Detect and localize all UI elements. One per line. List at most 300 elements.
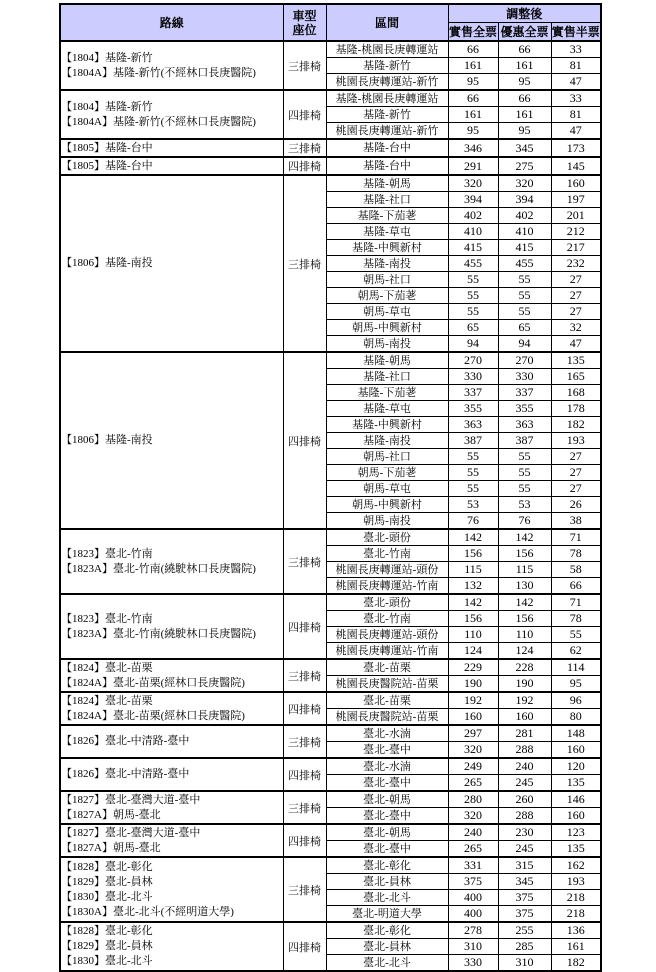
fare-discount-cell: 315 <box>498 857 551 874</box>
fare-discount-cell: 387 <box>498 433 551 449</box>
fare-discount-cell: 66 <box>498 41 551 58</box>
fare-full-cell: 320 <box>448 175 498 192</box>
fare-full-cell: 66 <box>448 90 498 107</box>
fare-half-cell: 212 <box>551 224 601 240</box>
header-seat-type <box>283 4 326 41</box>
fare-half-cell: 120 <box>551 758 601 775</box>
fare-full-cell: 337 <box>448 385 498 401</box>
fare-table-header <box>60 4 601 41</box>
fare-discount-cell: 95 <box>498 74 551 91</box>
section-cell: 臺北-頭份 <box>326 594 448 611</box>
section-cell: 桃園長庚轉運站-新竹 <box>326 74 448 91</box>
fare-discount-cell: 110 <box>498 627 551 643</box>
fare-discount-cell: 402 <box>498 208 551 224</box>
section-cell: 基隆-桃園長庚轉運站 <box>326 41 448 58</box>
fare-full-cell: 115 <box>448 562 498 578</box>
section-cell: 基隆-下茄荖 <box>326 385 448 401</box>
fare-full-cell: 55 <box>448 449 498 465</box>
seat-type-cell: 三排椅 <box>283 857 326 922</box>
fare-half-cell: 160 <box>551 808 601 825</box>
seat-type-cell: 四排椅 <box>283 922 326 971</box>
fare-discount-cell: 160 <box>498 709 551 726</box>
fare-discount-cell: 95 <box>498 123 551 140</box>
section-cell: 朝馬-社口 <box>326 449 448 465</box>
route-line: 【1827A】朝馬-臺北 <box>61 808 161 821</box>
fare-full-cell: 280 <box>448 791 498 808</box>
fare-discount-cell: 240 <box>498 758 551 775</box>
fare-row <box>60 41 601 58</box>
fare-discount-cell: 94 <box>498 336 551 353</box>
fare-half-cell: 71 <box>551 594 601 611</box>
fare-half-cell: 182 <box>551 955 601 972</box>
section-cell: 臺北-苗栗 <box>326 692 448 709</box>
fare-row <box>60 139 601 157</box>
fare-row <box>60 725 601 742</box>
fare-half-cell: 81 <box>551 107 601 123</box>
fare-full-cell: 355 <box>448 401 498 417</box>
fare-full-cell: 229 <box>448 659 498 676</box>
fare-discount-cell: 255 <box>498 922 551 939</box>
section-cell: 朝馬-南投 <box>326 513 448 530</box>
fare-discount-cell: 142 <box>498 594 551 611</box>
fare-half-cell: 95 <box>551 676 601 693</box>
section-cell: 臺北-臺中 <box>326 742 448 759</box>
fare-full-cell: 310 <box>448 939 498 955</box>
fare-full-cell: 278 <box>448 922 498 939</box>
fare-discount-cell: 76 <box>498 513 551 530</box>
fare-full-cell: 161 <box>448 107 498 123</box>
fare-half-cell: 27 <box>551 449 601 465</box>
fare-discount-cell: 285 <box>498 939 551 955</box>
route-line: 【1806】基隆-南投 <box>61 434 153 446</box>
fare-full-cell: 331 <box>448 857 498 874</box>
fare-full-cell: 375 <box>448 874 498 890</box>
section-cell: 基隆-草屯 <box>326 224 448 240</box>
section-cell: 基隆-社口 <box>326 369 448 385</box>
fare-half-cell: 55 <box>551 627 601 643</box>
fare-half-cell: 38 <box>551 513 601 530</box>
section-cell: 基隆-草屯 <box>326 401 448 417</box>
section-cell: 臺北-苗栗 <box>326 659 448 676</box>
section-cell: 朝馬-草屯 <box>326 481 448 497</box>
fare-discount-cell: 115 <box>498 562 551 578</box>
fare-row <box>60 352 601 369</box>
route-line: 【1830】臺北-北斗 <box>61 890 153 903</box>
fare-half-cell: 58 <box>551 562 601 578</box>
route-line: 【1824A】臺北-苗栗(經林口長庚醫院) <box>61 709 245 722</box>
seat-type-cell: 四排椅 <box>283 824 326 857</box>
fare-discount-cell: 288 <box>498 808 551 825</box>
fare-half-cell: 33 <box>551 41 601 58</box>
fare-discount-cell: 288 <box>498 742 551 759</box>
section-cell: 桃園長庚醫院站-苗栗 <box>326 709 448 726</box>
fare-row <box>60 758 601 775</box>
fare-half-cell: 160 <box>551 742 601 759</box>
route-cell <box>60 857 283 922</box>
fare-full-cell: 410 <box>448 224 498 240</box>
seat-type-cell: 四排椅 <box>283 692 326 725</box>
section-cell: 基隆-南投 <box>326 433 448 449</box>
fare-discount-cell: 410 <box>498 224 551 240</box>
fare-half-cell: 47 <box>551 336 601 353</box>
fare-full-cell: 161 <box>448 58 498 74</box>
fare-half-cell: 148 <box>551 725 601 742</box>
fare-discount-cell: 55 <box>498 465 551 481</box>
fare-full-cell: 265 <box>448 775 498 792</box>
seat-type-cell: 四排椅 <box>283 352 326 529</box>
fare-discount-cell: 55 <box>498 481 551 497</box>
fare-discount-cell: 161 <box>498 107 551 123</box>
fare-full-cell: 330 <box>448 369 498 385</box>
fare-half-cell: 136 <box>551 922 601 939</box>
fare-full-cell: 55 <box>448 288 498 304</box>
seat-type-cell: 四排椅 <box>283 758 326 791</box>
section-cell: 臺北-頭份 <box>326 529 448 546</box>
route-line: 【1830A】臺北-北斗(不經明道大學) <box>61 905 234 918</box>
route-line: 【1826】臺北-中清路-臺中 <box>61 768 190 780</box>
fare-half-cell: 193 <box>551 874 601 890</box>
section-cell: 朝馬-社口 <box>326 272 448 288</box>
fare-discount-cell: 281 <box>498 725 551 742</box>
fare-full-cell: 394 <box>448 192 498 208</box>
fare-row <box>60 594 601 611</box>
fare-half-cell: 26 <box>551 497 601 513</box>
fare-full-cell: 95 <box>448 123 498 140</box>
fare-half-cell: 162 <box>551 857 601 874</box>
route-line: 【1828】臺北-彰化 <box>61 860 153 873</box>
fare-full-cell: 402 <box>448 208 498 224</box>
fare-full-cell: 363 <box>448 417 498 433</box>
fare-discount-cell: 228 <box>498 659 551 676</box>
fare-discount-cell: 455 <box>498 256 551 272</box>
fare-half-cell: 123 <box>551 824 601 841</box>
fare-full-cell: 297 <box>448 725 498 742</box>
fare-full-cell: 415 <box>448 240 498 256</box>
fare-half-cell: 81 <box>551 58 601 74</box>
section-cell: 基隆-桃園長庚轉運站 <box>326 90 448 107</box>
section-cell: 臺北-竹南 <box>326 546 448 562</box>
header-adjusted: 調整後 <box>448 4 601 23</box>
header-half-fare: 實售半票 <box>551 23 601 42</box>
fare-full-cell: 240 <box>448 824 498 841</box>
fare-half-cell: 27 <box>551 304 601 320</box>
fare-row <box>60 529 601 546</box>
fare-half-cell: 27 <box>551 272 601 288</box>
section-cell: 朝馬-下茄荖 <box>326 288 448 304</box>
fare-half-cell: 178 <box>551 401 601 417</box>
fare-discount-cell: 245 <box>498 841 551 858</box>
fare-half-cell: 161 <box>551 939 601 955</box>
fare-full-cell: 160 <box>448 709 498 726</box>
fare-discount-cell: 55 <box>498 288 551 304</box>
seat-type-cell: 三排椅 <box>283 175 326 352</box>
seat-type-cell: 三排椅 <box>283 659 326 692</box>
section-cell: 朝馬-中興新村 <box>326 320 448 336</box>
section-cell: 朝馬-南投 <box>326 336 448 353</box>
fare-full-cell: 55 <box>448 272 498 288</box>
fare-full-cell: 320 <box>448 808 498 825</box>
fare-discount-cell: 245 <box>498 775 551 792</box>
fare-full-cell: 142 <box>448 529 498 546</box>
fare-half-cell: 78 <box>551 611 601 627</box>
seat-type-cell: 三排椅 <box>283 139 326 157</box>
fare-discount-cell: 320 <box>498 175 551 192</box>
route-cell <box>60 594 283 659</box>
fare-half-cell: 160 <box>551 175 601 192</box>
fare-full-cell: 76 <box>448 513 498 530</box>
seat-type-cell: 三排椅 <box>283 529 326 594</box>
route-line: 【1827】臺北-臺灣大道-臺中 <box>61 826 201 839</box>
fare-discount-cell: 124 <box>498 643 551 660</box>
section-cell: 基隆-新竹 <box>326 58 448 74</box>
fare-discount-cell: 192 <box>498 692 551 709</box>
fare-half-cell: 62 <box>551 643 601 660</box>
fare-half-cell: 197 <box>551 192 601 208</box>
section-cell: 桃園長庚轉運站-頭份 <box>326 627 448 643</box>
route-cell <box>60 41 283 90</box>
fare-discount-cell: 53 <box>498 497 551 513</box>
route-line: 【1830】臺北-北斗 <box>61 955 153 967</box>
route-line: 【1823】臺北-竹南 <box>61 612 153 625</box>
route-line: 【1827】臺北-臺灣大道-臺中 <box>61 793 201 806</box>
section-cell: 臺北-北斗 <box>326 955 448 972</box>
fare-discount-cell: 230 <box>498 824 551 841</box>
section-cell: 朝馬-下茄荖 <box>326 465 448 481</box>
section-cell: 臺北-朝馬 <box>326 791 448 808</box>
fare-full-cell: 55 <box>448 304 498 320</box>
fare-discount-cell: 375 <box>498 906 551 923</box>
fare-row <box>60 90 601 107</box>
seat-type-cell: 三排椅 <box>283 725 326 758</box>
header-full-fare: 實售全票 <box>448 23 498 42</box>
section-cell: 臺北-朝馬 <box>326 824 448 841</box>
fare-full-cell: 455 <box>448 256 498 272</box>
fare-half-cell: 27 <box>551 465 601 481</box>
fare-half-cell: 165 <box>551 369 601 385</box>
section-cell: 基隆-台中 <box>326 139 448 157</box>
fare-discount-cell: 355 <box>498 401 551 417</box>
fare-discount-cell: 330 <box>498 369 551 385</box>
section-cell: 臺北-員林 <box>326 874 448 890</box>
route-cell <box>60 352 283 529</box>
section-cell: 基隆-中興新村 <box>326 417 448 433</box>
fare-half-cell: 232 <box>551 256 601 272</box>
fare-table-body <box>60 41 601 971</box>
fare-discount-cell: 275 <box>498 157 551 175</box>
fare-discount-cell: 310 <box>498 955 551 972</box>
route-line: 【1827A】朝馬-臺北 <box>61 841 161 854</box>
fare-discount-cell: 270 <box>498 352 551 369</box>
header-seat-line2: 座位 <box>292 22 317 37</box>
route-cell <box>60 758 283 791</box>
fare-half-cell: 135 <box>551 352 601 369</box>
header-discount-fare: 優惠全票 <box>498 23 551 42</box>
fare-half-cell: 146 <box>551 791 601 808</box>
section-cell: 臺北-臺中 <box>326 841 448 858</box>
fare-full-cell: 400 <box>448 906 498 923</box>
fare-half-cell: 173 <box>551 139 601 157</box>
fare-half-cell: 114 <box>551 659 601 676</box>
section-cell: 基隆-社口 <box>326 192 448 208</box>
fare-full-cell: 66 <box>448 41 498 58</box>
seat-type-cell: 四排椅 <box>283 90 326 139</box>
header-route: 路線 <box>60 4 283 41</box>
section-cell: 基隆-南投 <box>326 256 448 272</box>
section-cell: 臺北-臺中 <box>326 775 448 792</box>
fare-half-cell: 78 <box>551 546 601 562</box>
fare-full-cell: 270 <box>448 352 498 369</box>
section-cell: 朝馬-草屯 <box>326 304 448 320</box>
route-line: 【1824A】臺北-苗栗(經林口長庚醫院) <box>61 676 245 689</box>
section-cell: 臺北-竹南 <box>326 611 448 627</box>
fare-row <box>60 824 601 841</box>
fare-half-cell: 71 <box>551 529 601 546</box>
seat-type-cell: 三排椅 <box>283 41 326 90</box>
fare-full-cell: 320 <box>448 742 498 759</box>
fare-full-cell: 65 <box>448 320 498 336</box>
fare-half-cell: 27 <box>551 288 601 304</box>
fare-discount-cell: 363 <box>498 417 551 433</box>
section-cell: 朝馬-中興新村 <box>326 497 448 513</box>
fare-row <box>60 692 601 709</box>
fare-discount-cell: 142 <box>498 529 551 546</box>
route-line: 【1805】基隆-台中 <box>61 159 153 172</box>
fare-discount-cell: 394 <box>498 192 551 208</box>
fare-row <box>60 175 601 192</box>
fare-discount-cell: 345 <box>498 139 551 157</box>
fare-discount-cell: 260 <box>498 791 551 808</box>
route-line: 【1826】臺北-中清路-臺中 <box>61 735 190 747</box>
fare-discount-cell: 55 <box>498 449 551 465</box>
section-cell: 桃園長庚醫院站-苗栗 <box>326 676 448 693</box>
fare-half-cell: 145 <box>551 157 601 175</box>
fare-full-cell: 110 <box>448 627 498 643</box>
fare-discount-cell: 55 <box>498 272 551 288</box>
fare-half-cell: 217 <box>551 240 601 256</box>
route-line: 【1823A】臺北-竹南(繞駛林口長庚醫院) <box>61 627 256 640</box>
section-cell: 臺北-水湳 <box>326 725 448 742</box>
fare-half-cell: 182 <box>551 417 601 433</box>
route-line: 【1804A】基隆-新竹(不經林口長庚醫院) <box>61 66 256 79</box>
section-cell: 臺北-員林 <box>326 939 448 955</box>
fare-full-cell: 142 <box>448 594 498 611</box>
route-line: 【1829】臺北-員林 <box>61 940 153 952</box>
fare-discount-cell: 375 <box>498 890 551 906</box>
fare-discount-cell: 156 <box>498 546 551 562</box>
route-line: 【1804A】基隆-新竹(不經林口長庚醫院) <box>61 115 256 128</box>
fare-row <box>60 659 601 676</box>
route-cell <box>60 725 283 758</box>
fare-full-cell: 124 <box>448 643 498 660</box>
route-cell <box>60 922 283 971</box>
route-cell <box>60 659 283 692</box>
route-line: 【1828】臺北-彰化 <box>61 925 153 937</box>
fare-half-cell: 32 <box>551 320 601 336</box>
fare-row <box>60 857 601 874</box>
header-section: 區間 <box>326 4 448 41</box>
route-cell <box>60 90 283 139</box>
section-cell: 桃園長庚轉運站-新竹 <box>326 123 448 140</box>
route-cell <box>60 824 283 857</box>
fare-half-cell: 96 <box>551 692 601 709</box>
section-cell: 臺北-彰化 <box>326 922 448 939</box>
route-cell <box>60 791 283 824</box>
route-line: 【1804】基隆-新竹 <box>61 51 153 64</box>
fare-discount-cell: 130 <box>498 578 551 595</box>
fare-half-cell: 80 <box>551 709 601 726</box>
fare-half-cell: 27 <box>551 481 601 497</box>
section-cell: 桃園長庚轉運站-頭份 <box>326 562 448 578</box>
route-line: 【1806】基隆-南投 <box>61 257 153 269</box>
section-cell: 臺北-北斗 <box>326 890 448 906</box>
fare-full-cell: 192 <box>448 692 498 709</box>
route-cell <box>60 529 283 594</box>
fare-full-cell: 190 <box>448 676 498 693</box>
fare-full-cell: 94 <box>448 336 498 353</box>
fare-half-cell: 47 <box>551 123 601 140</box>
route-line: 【1829】臺北-員林 <box>61 875 153 888</box>
fare-discount-cell: 415 <box>498 240 551 256</box>
fare-half-cell: 218 <box>551 906 601 923</box>
route-line: 【1823】臺北-竹南 <box>61 547 153 560</box>
fare-row <box>60 791 601 808</box>
fare-table <box>59 3 602 972</box>
seat-type-cell: 四排椅 <box>283 594 326 659</box>
seat-type-cell: 三排椅 <box>283 791 326 824</box>
section-cell: 基隆-朝馬 <box>326 175 448 192</box>
section-cell: 桃園長庚轉運站-竹南 <box>326 643 448 660</box>
route-line: 【1823A】臺北-竹南(繞駛林口長庚醫院) <box>61 562 256 575</box>
fare-full-cell: 291 <box>448 157 498 175</box>
section-cell: 臺北-彰化 <box>326 857 448 874</box>
fare-discount-cell: 337 <box>498 385 551 401</box>
route-line: 【1824】臺北-苗栗 <box>61 694 153 707</box>
fare-half-cell: 33 <box>551 90 601 107</box>
fare-row <box>60 157 601 175</box>
fare-half-cell: 135 <box>551 775 601 792</box>
fare-full-cell: 387 <box>448 433 498 449</box>
section-cell: 基隆-中興新村 <box>326 240 448 256</box>
route-cell <box>60 157 283 175</box>
route-cell <box>60 175 283 352</box>
fare-row <box>60 922 601 939</box>
fare-full-cell: 53 <box>448 497 498 513</box>
fare-full-cell: 249 <box>448 758 498 775</box>
fare-full-cell: 95 <box>448 74 498 91</box>
route-line: 【1804】基隆-新竹 <box>61 100 153 113</box>
fare-full-cell: 400 <box>448 890 498 906</box>
fare-full-cell: 55 <box>448 481 498 497</box>
section-cell: 臺北-水湳 <box>326 758 448 775</box>
fare-half-cell: 135 <box>551 841 601 858</box>
fare-discount-cell: 156 <box>498 611 551 627</box>
route-line: 【1805】基隆-台中 <box>61 141 153 154</box>
fare-full-cell: 132 <box>448 578 498 595</box>
fare-discount-cell: 161 <box>498 58 551 74</box>
route-cell <box>60 139 283 157</box>
section-cell: 桃園長庚轉運站-竹南 <box>326 578 448 595</box>
header-seat-line1: 車型 <box>292 8 317 23</box>
fare-discount-cell: 65 <box>498 320 551 336</box>
section-cell: 臺北-明道大學 <box>326 906 448 923</box>
section-cell: 臺北-臺中 <box>326 808 448 825</box>
fare-half-cell: 201 <box>551 208 601 224</box>
fare-full-cell: 55 <box>448 465 498 481</box>
fare-half-cell: 168 <box>551 385 601 401</box>
section-cell: 基隆-新竹 <box>326 107 448 123</box>
fare-discount-cell: 66 <box>498 90 551 107</box>
fare-full-cell: 346 <box>448 139 498 157</box>
